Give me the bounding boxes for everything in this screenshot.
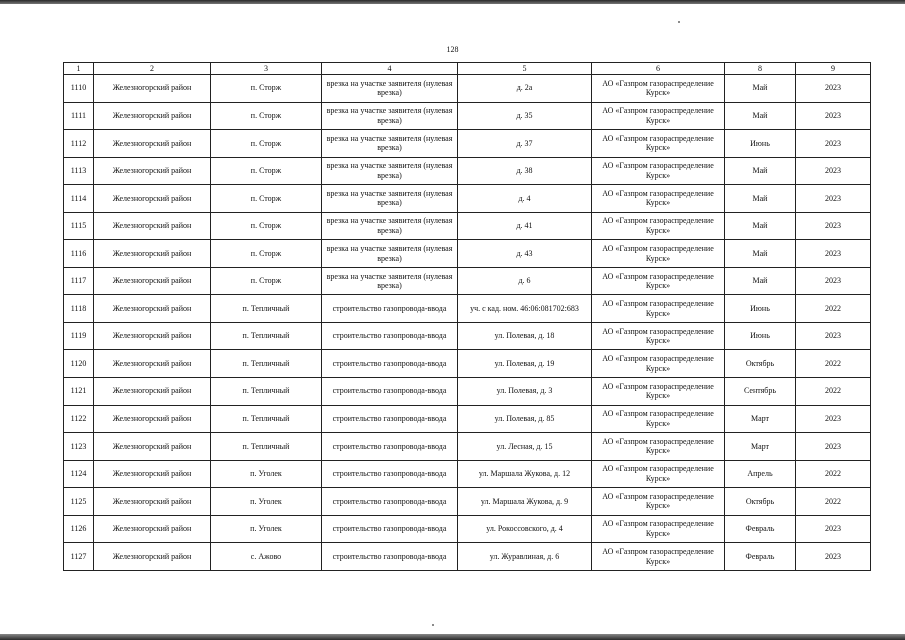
district-cell: Железногорский район bbox=[94, 157, 211, 185]
address-cell: д. 41 bbox=[458, 212, 592, 240]
contractor-cell: АО «Газпром газораспределение Курск» bbox=[592, 102, 725, 130]
address-cell: д. 43 bbox=[458, 240, 592, 268]
work-type-cell: строительство газопровода-ввода bbox=[322, 515, 458, 543]
column-header: 8 bbox=[725, 63, 796, 75]
district-cell: Железногорский район bbox=[94, 433, 211, 461]
address-cell: д. 38 bbox=[458, 157, 592, 185]
contractor-cell: АО «Газпром газораспределение Курск» bbox=[592, 488, 725, 516]
settlement-cell: п. Сторж bbox=[211, 130, 322, 158]
contractor-cell: АО «Газпром газораспределение Курск» bbox=[592, 433, 725, 461]
contractor-cell: АО «Газпром газораспределение Курск» bbox=[592, 405, 725, 433]
row-number-cell: 1122 bbox=[64, 405, 94, 433]
contractor-cell: АО «Газпром газораспределение Курск» bbox=[592, 295, 725, 323]
district-cell: Железногорский район bbox=[94, 405, 211, 433]
month-cell: Октябрь bbox=[725, 488, 796, 516]
settlement-cell: п. Тепличный bbox=[211, 350, 322, 378]
district-cell: Железногорский район bbox=[94, 75, 211, 103]
settlement-cell: п. Тепличный bbox=[211, 322, 322, 350]
table-row bbox=[64, 185, 871, 213]
contractor-cell: АО «Газпром газораспределение Курск» bbox=[592, 267, 725, 295]
address-cell: ул. Лесная, д. 15 bbox=[458, 433, 592, 461]
table-row bbox=[64, 75, 871, 103]
table-row bbox=[64, 460, 871, 488]
column-header: 4 bbox=[322, 63, 458, 75]
district-cell: Железногорский район bbox=[94, 185, 211, 213]
year-cell: 2022 bbox=[796, 460, 871, 488]
table-row bbox=[64, 488, 871, 516]
table-row bbox=[64, 405, 871, 433]
row-number-cell: 1116 bbox=[64, 240, 94, 268]
contractor-cell: АО «Газпром газораспределение Курск» bbox=[592, 378, 725, 406]
address-cell: ул. Журавлиная, д. 6 bbox=[458, 543, 592, 571]
settlement-cell: п. Тепличный bbox=[211, 295, 322, 323]
contractor-cell: АО «Газпром газораспределение Курск» bbox=[592, 322, 725, 350]
table-row bbox=[64, 267, 871, 295]
month-cell: Март bbox=[725, 405, 796, 433]
row-number-cell: 1127 bbox=[64, 543, 94, 571]
table-row bbox=[64, 102, 871, 130]
month-cell: Февраль bbox=[725, 543, 796, 571]
month-cell: Апрель bbox=[725, 460, 796, 488]
year-cell: 2023 bbox=[796, 322, 871, 350]
contractor-cell: АО «Газпром газораспределение Курск» bbox=[592, 212, 725, 240]
year-cell: 2022 bbox=[796, 350, 871, 378]
row-number-cell: 1119 bbox=[64, 322, 94, 350]
work-type-cell: строительство газопровода-ввода bbox=[322, 378, 458, 406]
year-cell: 2023 bbox=[796, 157, 871, 185]
work-type-cell: врезка на участке заявителя (нулевая врезка) bbox=[322, 185, 458, 213]
month-cell: Май bbox=[725, 157, 796, 185]
column-header: 1 bbox=[64, 63, 94, 75]
settlement-cell: п. Тепличный bbox=[211, 378, 322, 406]
address-cell: д. 35 bbox=[458, 102, 592, 130]
month-cell: Май bbox=[725, 240, 796, 268]
row-number-cell: 1114 bbox=[64, 185, 94, 213]
district-cell: Железногорский район bbox=[94, 295, 211, 323]
contractor-cell: АО «Газпром газораспределение Курск» bbox=[592, 460, 725, 488]
row-number-cell: 1123 bbox=[64, 433, 94, 461]
district-cell: Железногорский район bbox=[94, 322, 211, 350]
row-number-cell: 1118 bbox=[64, 295, 94, 323]
settlement-cell: п. Сторж bbox=[211, 240, 322, 268]
year-cell: 2023 bbox=[796, 267, 871, 295]
year-cell: 2023 bbox=[796, 515, 871, 543]
row-number-cell: 1117 bbox=[64, 267, 94, 295]
work-type-cell: врезка на участке заявителя (нулевая врезка) bbox=[322, 75, 458, 103]
table-row bbox=[64, 240, 871, 268]
table-row bbox=[64, 322, 871, 350]
address-cell: ул. Полевая, д. 19 bbox=[458, 350, 592, 378]
address-cell: д. 4 bbox=[458, 185, 592, 213]
settlement-cell: п. Уголек bbox=[211, 488, 322, 516]
row-number-cell: 1110 bbox=[64, 75, 94, 103]
work-type-cell: строительство газопровода-ввода bbox=[322, 322, 458, 350]
scan-speck bbox=[432, 624, 434, 626]
year-cell: 2022 bbox=[796, 295, 871, 323]
table-row bbox=[64, 350, 871, 378]
month-cell: Сентябрь bbox=[725, 378, 796, 406]
column-header: 5 bbox=[458, 63, 592, 75]
settlement-cell: п. Сторж bbox=[211, 75, 322, 103]
settlement-cell: п. Тепличный bbox=[211, 433, 322, 461]
contractor-cell: АО «Газпром газораспределение Курск» bbox=[592, 75, 725, 103]
month-cell: Октябрь bbox=[725, 350, 796, 378]
address-cell: ул. Рокоссовского, д. 4 bbox=[458, 515, 592, 543]
scan-speck bbox=[678, 21, 680, 23]
settlement-cell: п. Тепличный bbox=[211, 405, 322, 433]
contractor-cell: АО «Газпром газораспределение Курск» bbox=[592, 240, 725, 268]
district-cell: Железногорский район bbox=[94, 488, 211, 516]
year-cell: 2023 bbox=[796, 185, 871, 213]
scan-edge-top bbox=[0, 0, 905, 4]
row-number-cell: 1125 bbox=[64, 488, 94, 516]
work-type-cell: строительство газопровода-ввода bbox=[322, 433, 458, 461]
work-type-cell: врезка на участке заявителя (нулевая врезка) bbox=[322, 267, 458, 295]
work-type-cell: строительство газопровода-ввода bbox=[322, 350, 458, 378]
table-row bbox=[64, 515, 871, 543]
year-cell: 2023 bbox=[796, 405, 871, 433]
row-number-cell: 1126 bbox=[64, 515, 94, 543]
year-cell: 2023 bbox=[796, 543, 871, 571]
column-header: 2 bbox=[94, 63, 211, 75]
year-cell: 2023 bbox=[796, 130, 871, 158]
year-cell: 2023 bbox=[796, 433, 871, 461]
year-cell: 2022 bbox=[796, 488, 871, 516]
district-cell: Железногорский район bbox=[94, 543, 211, 571]
address-cell: д. 37 bbox=[458, 130, 592, 158]
year-cell: 2023 bbox=[796, 102, 871, 130]
table-row bbox=[64, 543, 871, 571]
address-cell: ул. Полевая, д. 85 bbox=[458, 405, 592, 433]
settlement-cell: п. Сторж bbox=[211, 185, 322, 213]
year-cell: 2023 bbox=[796, 240, 871, 268]
address-cell: ул. Полевая, д. 3 bbox=[458, 378, 592, 406]
month-cell: Март bbox=[725, 433, 796, 461]
contractor-cell: АО «Газпром газораспределение Курск» bbox=[592, 130, 725, 158]
district-cell: Железногорский район bbox=[94, 240, 211, 268]
work-type-cell: строительство газопровода-ввода bbox=[322, 488, 458, 516]
year-cell: 2023 bbox=[796, 75, 871, 103]
settlement-cell: п. Сторж bbox=[211, 157, 322, 185]
settlement-cell: п. Уголек bbox=[211, 460, 322, 488]
contractor-cell: АО «Газпром газораспределение Курск» bbox=[592, 157, 725, 185]
row-number-cell: 1124 bbox=[64, 460, 94, 488]
row-number-cell: 1112 bbox=[64, 130, 94, 158]
month-cell: Май bbox=[725, 267, 796, 295]
table-row bbox=[64, 212, 871, 240]
district-cell: Железногорский район bbox=[94, 102, 211, 130]
contractor-cell: АО «Газпром газораспределение Курск» bbox=[592, 515, 725, 543]
table-row bbox=[64, 157, 871, 185]
address-cell: ул. Маршала Жукова, д. 9 bbox=[458, 488, 592, 516]
table-row bbox=[64, 378, 871, 406]
district-cell: Железногорский район bbox=[94, 350, 211, 378]
month-cell: Май bbox=[725, 212, 796, 240]
registry-table bbox=[63, 62, 871, 571]
work-type-cell: врезка на участке заявителя (нулевая врезка) bbox=[322, 212, 458, 240]
table-row bbox=[64, 295, 871, 323]
address-cell: ул. Маршала Жукова, д. 12 bbox=[458, 460, 592, 488]
row-number-cell: 1113 bbox=[64, 157, 94, 185]
month-cell: Май bbox=[725, 102, 796, 130]
contractor-cell: АО «Газпром газораспределение Курск» bbox=[592, 350, 725, 378]
month-cell: Май bbox=[725, 185, 796, 213]
address-cell: д. 6 bbox=[458, 267, 592, 295]
settlement-cell: п. Сторж bbox=[211, 212, 322, 240]
settlement-cell: п. Уголек bbox=[211, 515, 322, 543]
month-cell: Июнь bbox=[725, 322, 796, 350]
month-cell: Февраль bbox=[725, 515, 796, 543]
contractor-cell: АО «Газпром газораспределение Курск» bbox=[592, 543, 725, 571]
district-cell: Железногорский район bbox=[94, 212, 211, 240]
work-type-cell: врезка на участке заявителя (нулевая врезка) bbox=[322, 157, 458, 185]
district-cell: Железногорский район bbox=[94, 460, 211, 488]
column-header: 3 bbox=[211, 63, 322, 75]
work-type-cell: врезка на участке заявителя (нулевая врезка) bbox=[322, 130, 458, 158]
month-cell: Май bbox=[725, 75, 796, 103]
row-number-cell: 1120 bbox=[64, 350, 94, 378]
district-cell: Железногорский район bbox=[94, 378, 211, 406]
row-number-cell: 1121 bbox=[64, 378, 94, 406]
column-header: 6 bbox=[592, 63, 725, 75]
header-row bbox=[64, 63, 871, 75]
scan-edge-bottom bbox=[0, 634, 905, 640]
work-type-cell: строительство газопровода-ввода bbox=[322, 460, 458, 488]
page-number: 128 bbox=[446, 45, 459, 54]
work-type-cell: врезка на участке заявителя (нулевая врезка) bbox=[322, 240, 458, 268]
year-cell: 2022 bbox=[796, 378, 871, 406]
address-cell: уч. с кад. ном. 46:06:081702:683 bbox=[458, 295, 592, 323]
month-cell: Июнь bbox=[725, 295, 796, 323]
district-cell: Железногорский район bbox=[94, 130, 211, 158]
settlement-cell: п. Сторж bbox=[211, 267, 322, 295]
settlement-cell: п. Сторж bbox=[211, 102, 322, 130]
year-cell: 2023 bbox=[796, 212, 871, 240]
month-cell: Июнь bbox=[725, 130, 796, 158]
district-cell: Железногорский район bbox=[94, 515, 211, 543]
work-type-cell: строительство газопровода-ввода bbox=[322, 295, 458, 323]
settlement-cell: с. Ажово bbox=[211, 543, 322, 571]
work-type-cell: строительство газопровода-ввода bbox=[322, 543, 458, 571]
contractor-cell: АО «Газпром газораспределение Курск» bbox=[592, 185, 725, 213]
table-row bbox=[64, 130, 871, 158]
table-row bbox=[64, 433, 871, 461]
address-cell: д. 2а bbox=[458, 75, 592, 103]
address-cell: ул. Полевая, д. 18 bbox=[458, 322, 592, 350]
column-header: 9 bbox=[796, 63, 871, 75]
work-type-cell: строительство газопровода-ввода bbox=[322, 405, 458, 433]
district-cell: Железногорский район bbox=[94, 267, 211, 295]
work-type-cell: врезка на участке заявителя (нулевая врезка) bbox=[322, 102, 458, 130]
row-number-cell: 1111 bbox=[64, 102, 94, 130]
row-number-cell: 1115 bbox=[64, 212, 94, 240]
